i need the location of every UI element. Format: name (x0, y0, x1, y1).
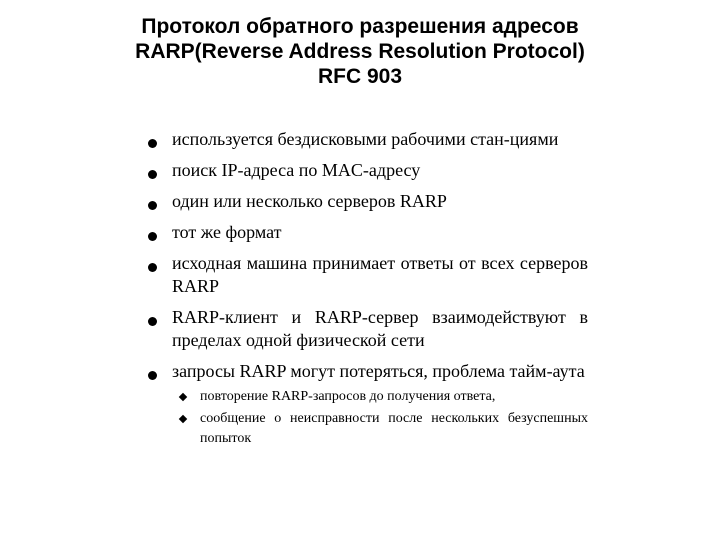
title-line-1: Протокол обратного разрешения адресов (141, 15, 579, 38)
bullet-dot-icon (148, 170, 157, 179)
bullet-text: тот же формат (172, 222, 282, 242)
bullet-text: запросы RARP могут потеряться, проблема тайм-аута (172, 361, 585, 381)
bullet-dot-icon (148, 263, 157, 272)
sub-list-item (172, 409, 588, 449)
slide-content (146, 128, 588, 457)
list-item (146, 159, 588, 182)
bullet-text: один или несколько серверов RARP (172, 191, 447, 211)
bullet-text: используется бездисковыми рабочими стан-циями (172, 129, 559, 149)
list-item (146, 360, 588, 449)
bullet-dot-icon (148, 201, 157, 210)
bullet-dot-icon (148, 317, 157, 326)
list-item (146, 190, 588, 213)
bullet-dot-icon (148, 371, 157, 380)
list-item (146, 252, 588, 298)
diamond-bullet-icon (179, 393, 187, 401)
bullet-dot-icon (148, 232, 157, 241)
bullet-dot-icon (148, 139, 157, 148)
title-line-3: RFC 903 (317, 65, 403, 88)
bullet-text: поиск IP-адреса по MAC-адресу (172, 160, 421, 180)
sub-bullet-list (172, 387, 588, 449)
sub-list-item (172, 387, 588, 407)
slide-title (0, 14, 720, 89)
list-item (146, 221, 588, 244)
sub-bullet-text: сообщение о неисправности после нескольких безуспешных попыток (200, 411, 588, 446)
diamond-bullet-icon (179, 415, 187, 423)
bullet-list (146, 128, 588, 449)
title-line-2: RARP(Reverse Address Resolution Protocol) (135, 40, 585, 63)
bullet-text: RARP-клиент и RARP-сервер взаимодействуют в пределах одной физической сети (172, 307, 588, 350)
bullet-text: исходная машина принимает ответы от всех серверов RARP (172, 253, 588, 296)
list-item (146, 306, 588, 352)
list-item (146, 128, 588, 151)
sub-bullet-text: повторение RARP-запросов до получения ответа, (200, 389, 496, 404)
